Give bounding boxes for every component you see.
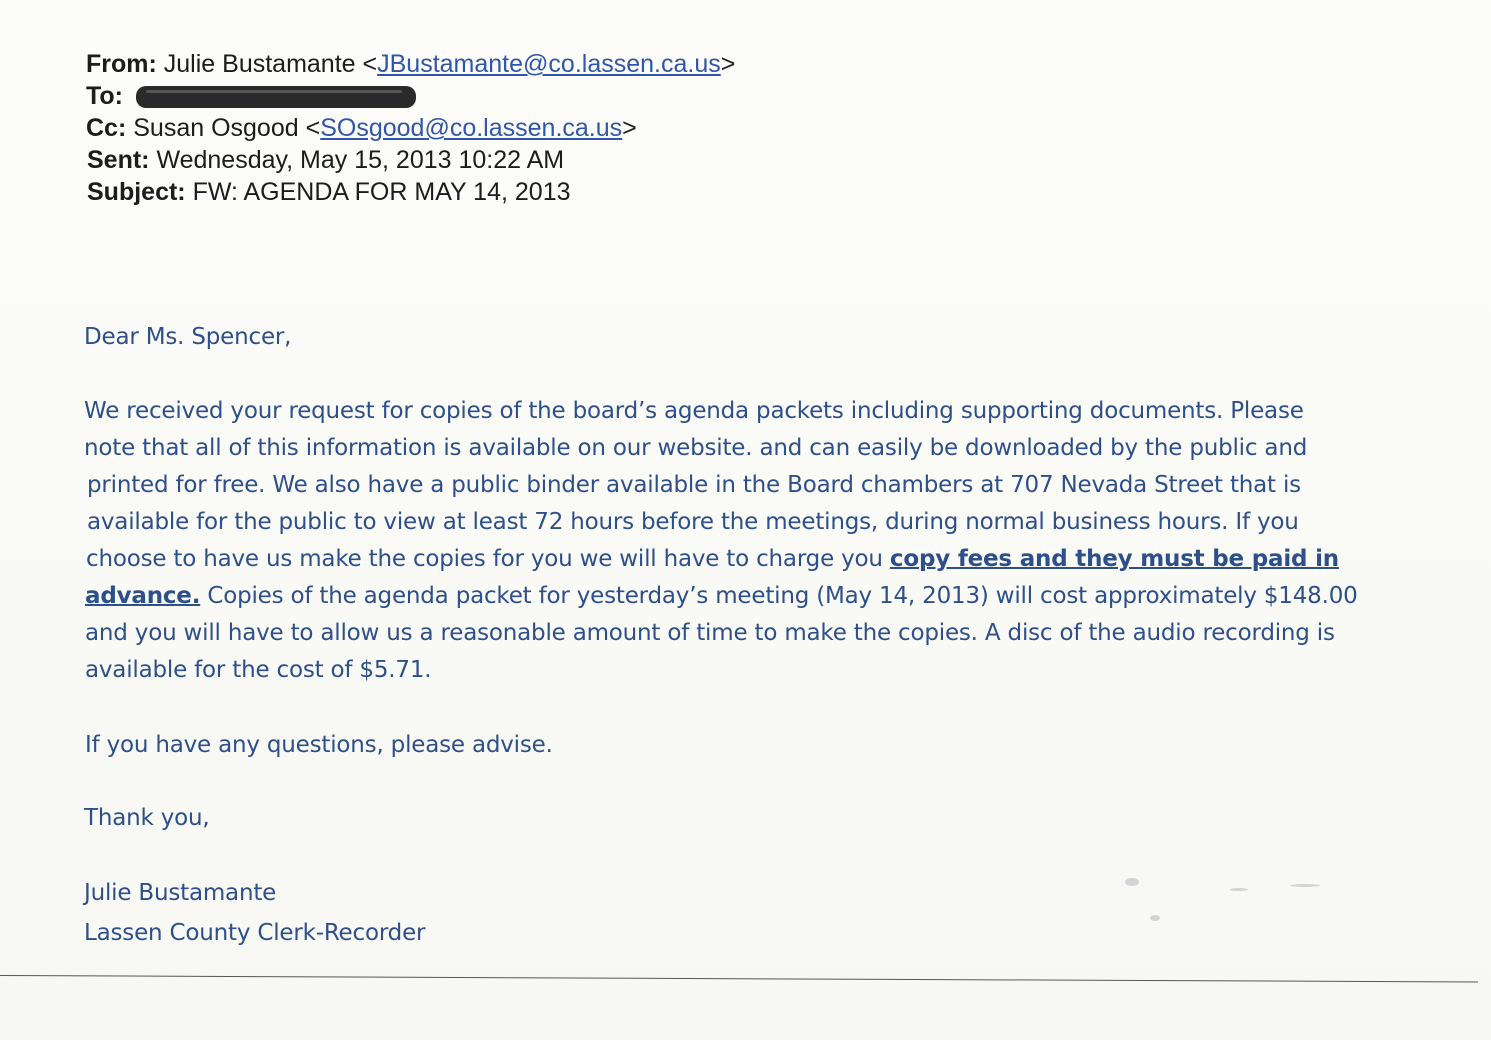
cc-name: Susan Osgood (133, 114, 299, 142)
closing: Thank you, (84, 805, 210, 831)
paragraph-1-line-5 (86, 546, 1339, 572)
subject-value: FW: AGENDA FOR MAY 14, 2013 (192, 178, 571, 206)
signature-title: Lassen County Clerk-Recorder (84, 920, 426, 946)
redacted-to-address (136, 86, 416, 108)
subject-row (87, 176, 735, 208)
paragraph-1-line-5-text: choose to have us make the copies for you we will have to charge you (86, 546, 890, 572)
scan-speck (1150, 915, 1160, 921)
paragraph-1-line-6 (85, 583, 1358, 609)
scan-speck (1290, 884, 1320, 887)
from-email-link[interactable]: JBustamante@co.lassen.ca.us (377, 50, 721, 78)
paragraph-1-line-8: available for the cost of $5.71. (85, 657, 432, 683)
cc-label: Cc: (86, 114, 127, 142)
cc-email-open: < (305, 114, 321, 142)
cc-email-close: > (622, 114, 637, 142)
paragraph-1-line-1: We received your request for copies of the board’s agenda packets including supporting documents. Please (84, 398, 1304, 424)
scan-speck (1230, 888, 1248, 891)
sent-value: Wednesday, May 15, 2013 10:22 AM (156, 146, 565, 174)
sent-row (87, 144, 735, 176)
from-row (86, 48, 735, 80)
cc-email-link[interactable]: SOsgood@co.lassen.ca.us (320, 114, 623, 142)
paragraph-1-line-7: and you will have to allow us a reasonable amount of time to make the copies. A disc of the audio recording is (85, 620, 1335, 646)
copy-fees-emphasis: copy fees and they must be paid in (889, 546, 1339, 572)
paragraph-2: If you have any questions, please advise. (85, 732, 553, 758)
signature-name: Julie Bustamante (84, 880, 277, 906)
from-label: From: (86, 50, 157, 78)
from-name: Julie Bustamante (163, 50, 356, 78)
subject-label: Subject: (87, 178, 186, 206)
to-label: To: (86, 82, 124, 110)
to-row (86, 80, 735, 112)
scan-speck (1125, 878, 1139, 886)
from-email-close: > (720, 50, 736, 78)
salutation: Dear Ms. Spencer, (84, 324, 292, 350)
paragraph-1-line-6-text: Copies of the agenda packet for yesterday’s meeting (May 14, 2013) will cost approximately $148.00 (200, 583, 1358, 609)
advance-emphasis: advance. (85, 583, 201, 609)
cc-row (86, 112, 735, 144)
paragraph-1-line-3: printed for free. We also have a public binder available in the Board chambers at 707 Nevada Street that is (87, 472, 1301, 498)
paragraph-1-line-2: note that all of this information is available on our website. and can easily be downloaded by the public and (84, 435, 1308, 461)
sent-label: Sent: (87, 146, 150, 174)
paragraph-1-line-4: available for the public to view at least 72 hours before the meetings, during normal business hours. If you (87, 509, 1299, 535)
email-header (86, 48, 735, 208)
from-email-open: < (362, 50, 378, 78)
